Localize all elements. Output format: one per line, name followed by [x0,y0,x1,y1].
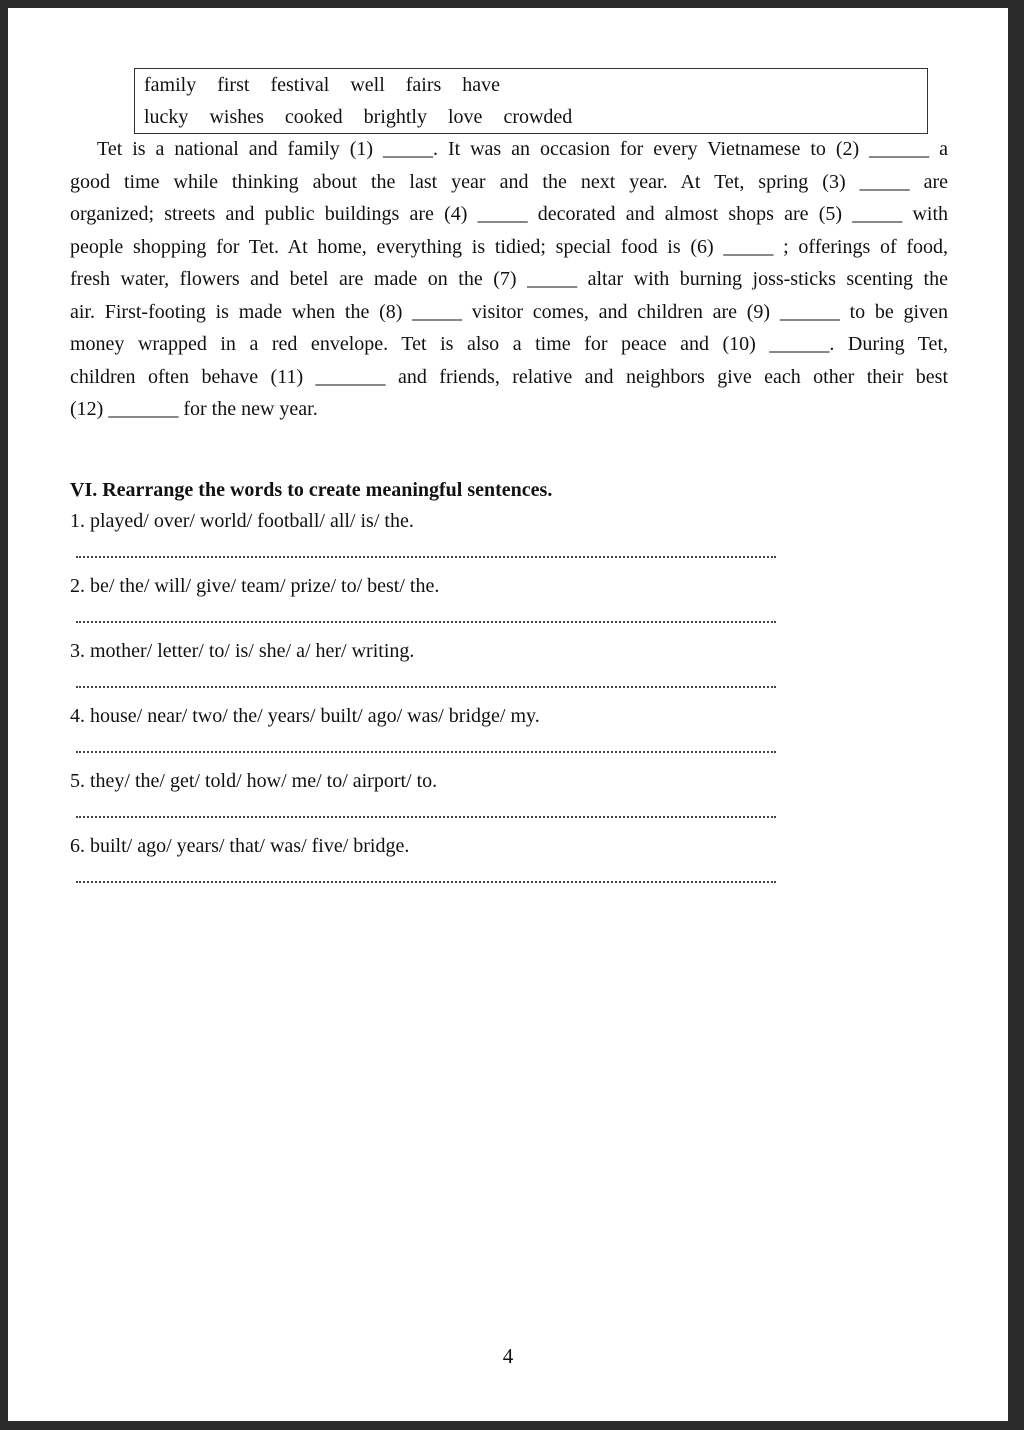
rearrange-item: 2. be/ the/ will/ give/ team/ prize/ to/ best/ the. [70,575,440,597]
rearrange-item: 1. played/ over/ world/ football/ all/ is/ the. [70,510,414,532]
word-bank-word: love [448,106,483,128]
word-bank-word: festival [270,74,330,96]
word-bank-word: fairs [405,74,442,96]
rearrange-item: 3. mother/ letter/ to/ is/ she/ a/ her/ writing. [70,640,415,662]
answer-line[interactable] [76,812,776,818]
answer-line[interactable] [76,877,776,883]
rearrange-item: 5. they/ the/ get/ told/ how/ me/ to/ airport/ to. [70,770,438,792]
section-vi-heading: VI. Rearrange the words to create meaningful sentences. [70,479,553,501]
word-bank-word: have [462,74,501,96]
word-bank-word: wishes [209,106,264,128]
answer-line[interactable] [76,747,776,753]
passage-line: children often behave (11) _______ and friends, relative and neighbors give each other their best [70,366,948,388]
worksheet-page [8,8,1008,1421]
word-bank-word: crowded [503,106,573,128]
passage-line: money wrapped in a red envelope. Tet is also a time for peace and (10) ______. During Tet, [70,333,948,355]
page-number: 4 [502,1344,514,1368]
passage-line: organized; streets and public buildings are (4) _____ decorated and almost shops are (5) _____ with [70,203,948,225]
passage-line: good time while thinking about the last year and the next year. At Tet, spring (3) _____ are [70,171,948,193]
word-bank-word: first [217,74,250,96]
passage-line: (12) _______ for the new year. [70,398,318,420]
passage-line: air. First-footing is made when the (8) _____ visitor comes, and children are (9) ______ to be given [70,301,948,323]
answer-line[interactable] [76,552,776,558]
word-bank-word: lucky [144,106,189,128]
passage-line: people shopping for Tet. At home, everything is tidied; special food is (6) _____ ; offerings of food, [70,236,948,258]
word-bank-row-2 [144,101,593,133]
word-bank-word: well [350,74,385,96]
word-bank-word: cooked [284,106,343,128]
passage-line: Tet is a national and family (1) _____. It was an occasion for every Vietnamese to (2) ______ a [97,138,948,160]
word-bank-word: brightly [363,106,427,128]
passage-line: fresh water, flowers and betel are made on the (7) _____ altar with burning joss-sticks scenting the [70,268,948,290]
word-bank-word: family [144,74,197,96]
answer-line[interactable] [76,682,776,688]
word-bank-row-1 [144,69,521,101]
word-bank-box [134,68,928,134]
answer-line[interactable] [76,617,776,623]
rearrange-item: 6. built/ ago/ years/ that/ was/ five/ bridge. [70,835,410,857]
rearrange-item: 4. house/ near/ two/ the/ years/ built/ ago/ was/ bridge/ my. [70,705,540,727]
